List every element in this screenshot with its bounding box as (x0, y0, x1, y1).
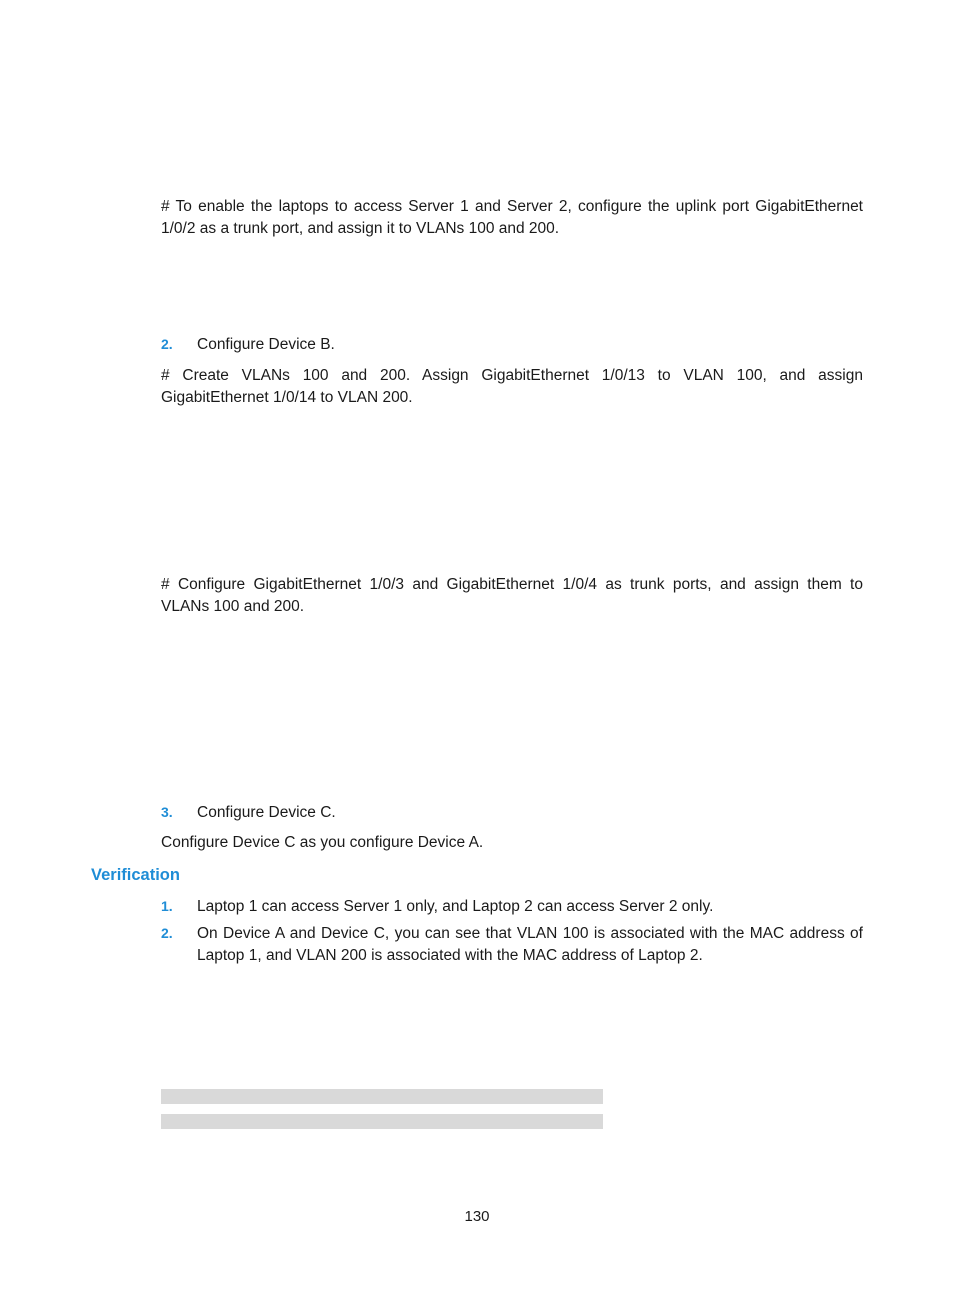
verification-item-2 (161, 923, 863, 966)
step-configure-device-c (161, 802, 863, 824)
list-number: 1. (161, 898, 173, 914)
list-text: On Device A and Device C, you can see that VLAN 100 is associated with the MAC address of Laptop 1, and VLAN 200 is associated with the MAC address of Laptop 2. (197, 925, 863, 964)
step-text: Configure Device C. (197, 804, 336, 821)
step-number: 2. (161, 336, 173, 352)
paragraph-device-c-note: Configure Device C as you configure Device A. (161, 834, 484, 851)
verification-item-1 (161, 896, 863, 918)
page-number: 130 (464, 1208, 490, 1225)
redacted-bar (161, 1089, 603, 1104)
section-heading-verification: Verification (91, 866, 180, 884)
list-text: Laptop 1 can access Server 1 only, and Laptop 2 can access Server 2 only. (197, 898, 714, 915)
list-number: 2. (161, 925, 173, 941)
paragraph-create-vlans: # Create VLANs 100 and 200. Assign GigabitEthernet 1/0/13 to VLAN 100, and assign GigabitEthernet 1/0/14 to VLAN 200. (161, 367, 863, 406)
paragraph-uplink-port: # To enable the laptops to access Server 1 and Server 2, configure the uplink port GigabitEthernet 1/0/2 as a trunk port, and assign it to VLANs 100 and 200. (161, 198, 863, 237)
step-text: Configure Device B. (197, 336, 335, 353)
paragraph-trunk-ports: # Configure GigabitEthernet 1/0/3 and GigabitEthernet 1/0/4 as trunk ports, and assign them to VLANs 100 and 200. (161, 576, 863, 615)
step-configure-device-b (161, 334, 863, 356)
redacted-bar (161, 1114, 603, 1129)
step-number: 3. (161, 804, 173, 820)
